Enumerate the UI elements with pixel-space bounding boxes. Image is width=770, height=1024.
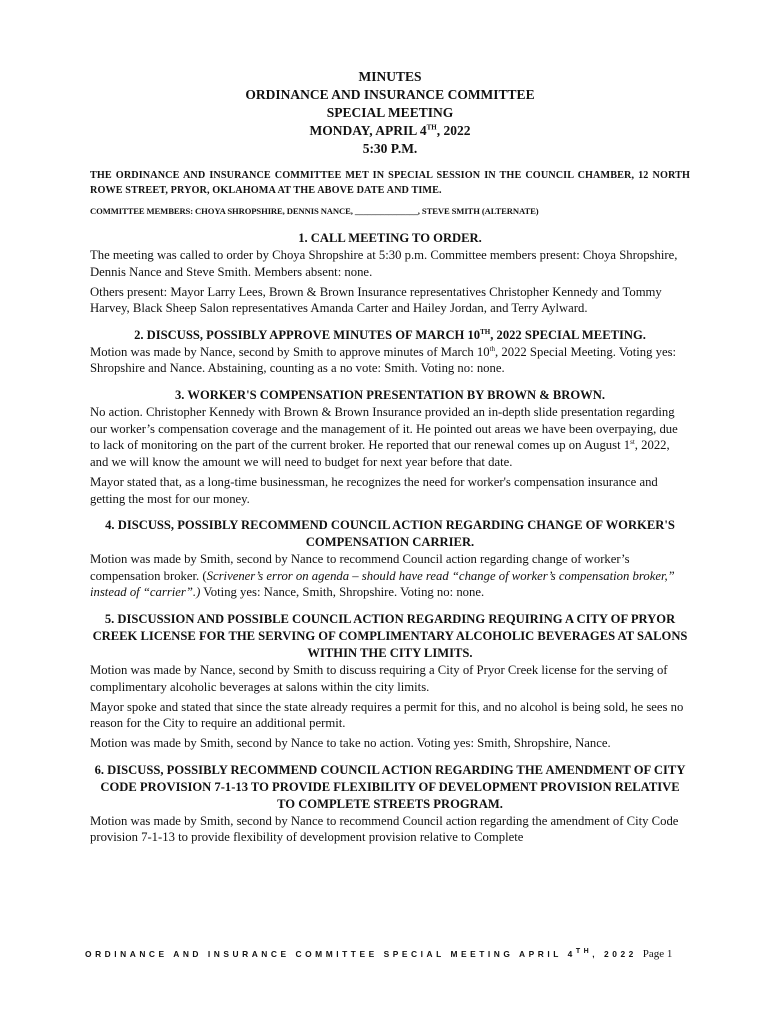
section-6-paragraph-1: Motion was made by Smith, second by Nance to recommend Council action regarding the amendment of City Code provision 7-1-13 to provide flexibility of development provision relative to Complete	[90, 813, 679, 845]
section-1-paragraph-2: Others present: Mayor Larry Lees, Brown & Brown Insurance representatives Christopher Kennedy and Tommy Harvey, Black Sheep Salon representatives Amanda Carter and Hailey Jordan, and Terry Aylward.	[90, 284, 662, 316]
section-2	[90, 327, 690, 377]
document-header	[90, 68, 690, 158]
section-1-title: 1. CALL MEETING TO ORDER.	[298, 231, 482, 245]
section-2-title: 2. DISCUSS, POSSIBLY APPROVE MINUTES OF MARCH 10TH, 2022 SPECIAL MEETING.	[134, 327, 646, 342]
section-3-paragraph-1: No action. Christopher Kennedy with Brown & Brown Insurance provided an in-depth slide presentation regarding our worker’s compensation coverage and the management of it. He pointed out areas we have been overpaying, due to lack of monitoring on the part of the current broker. He reported that our renewal comes up on August 1st, 2022, and we will know the amount we will need to budget for next year before that date.	[90, 405, 678, 469]
section-6	[90, 762, 690, 846]
section-5-title: 5. DISCUSSION AND POSSIBLE COUNCIL ACTION REGARDING REQUIRING A CITY OF PRYOR CREEK LICENSE FOR THE SERVING OF COMPLIMENTARY ALCOHOLIC BEVERAGES AT SALONS WITHIN THE CITY LIMITS.	[92, 611, 688, 660]
section-5-paragraph-2: Mayor spoke and stated that since the state already requires a permit for this, and no alcohol is being sold, he sees no reason for the City to require an additional permit.	[90, 699, 684, 731]
section-3	[90, 387, 690, 507]
intro-statement: THE ORDINANCE AND INSURANCE COMMITTEE MET IN SPECIAL SESSION IN THE COUNCIL CHAMBER, 12 NORTH ROWE STREET, PRYOR, OKLAHOMA AT THE ABOVE DATE AND TIME.	[90, 170, 690, 196]
section-5-paragraph-1: Motion was made by Nance, second by Smith to discuss requiring a City of Pryor Creek license for the serving of complimentary alcoholic beverages at salons within the city limits.	[90, 662, 668, 694]
header-date: MONDAY, APRIL 4TH, 2022	[309, 123, 471, 138]
committee-members: COMMITTEE MEMBERS: CHOYA SHROPSHIRE, DENNIS NANCE, _______________, STEVE SMITH (ALTERNATE)	[90, 206, 539, 216]
section-5-paragraph-3: Motion was made by Smith, second by Nance to take no action. Voting yes: Smith, Shropshire, Nance.	[90, 736, 611, 751]
header-time: 5:30 P.M.	[362, 141, 418, 156]
section-6-title: 6. DISCUSS, POSSIBLY RECOMMEND COUNCIL ACTION REGARDING THE AMENDMENT OF CITY CODE PROVISION 7-1-13 TO PROVIDE FLEXIBILITY OF DEVELOPMENT PROVISION RELATIVE TO COMPLETE STREETS PROGRAM.	[94, 762, 686, 811]
minutes-document	[90, 68, 690, 846]
header-committee: ORDINANCE AND INSURANCE COMMITTEE	[245, 87, 535, 102]
header-minutes: MINUTES	[358, 69, 422, 84]
header-meeting-type: SPECIAL MEETING	[326, 105, 454, 120]
section-3-title: 3. WORKER'S COMPENSATION PRESENTATION BY BROWN & BROWN.	[175, 388, 605, 403]
section-2-paragraph-1: Motion was made by Nance, second by Smith to approve minutes of March 10th, 2022 Special Meeting. Voting yes: Shropshire and Nance. Abstaining, counting as a no vote: Smith. Voting no: none.	[90, 344, 677, 376]
section-4-title: 4. DISCUSS, POSSIBLY RECOMMEND COUNCIL ACTION REGARDING CHANGE OF WORKER'S COMPENSATION CARRIER.	[105, 518, 675, 550]
section-5	[90, 611, 690, 752]
section-4-paragraph-1: Motion was made by Smith, second by Nance to recommend Council action regarding change of worker’s compensation broker. (Scrivener’s error on agenda – should have read “change of worker’s compensation broker,” instead of “carrier”.) Voting yes: Nance, Smith, Shropshire. Voting no: none.	[90, 552, 675, 600]
page-footer: ORDINANCE AND INSURANCE COMMITTEE SPECIAL MEETING APRIL 4TH, 2022 Page 1	[85, 948, 673, 960]
section-4	[90, 517, 690, 601]
page-number: Page 1	[642, 948, 673, 960]
section-3-paragraph-2: Mayor stated that, as a long-time businessman, he recognizes the need for worker's compensation insurance and getting the most for our money.	[90, 474, 658, 506]
section-1-paragraph-1: The meeting was called to order by Choya Shropshire at 5:30 p.m. Committee members present: Choya Shropshire, Dennis Nance and Steve Smith. Members absent: none.	[90, 248, 678, 279]
section-1	[90, 230, 690, 317]
